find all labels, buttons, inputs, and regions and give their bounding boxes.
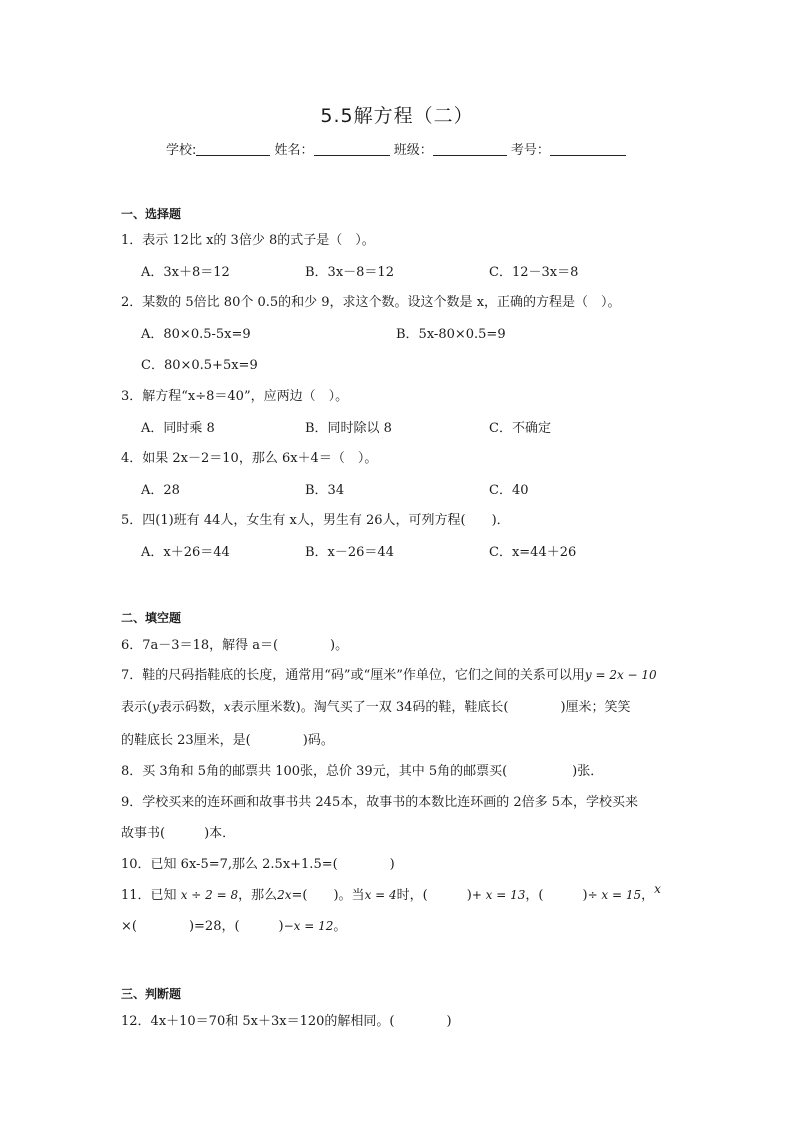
q3-option-a[interactable]: A．同时乘 8: [141, 421, 215, 436]
q7-line2-a: 表示(: [121, 700, 153, 715]
question-12: 12．4x＋10＝70和 5x＋3x＝120的解相同。( ): [121, 1014, 452, 1029]
q7-line2-c: 表示厘米数)。淘气买了一双 34码的鞋，鞋底长( )厘米；笑笑: [230, 700, 631, 715]
question-10: 10．已知 6x-5=7,那么 2.5x+1.5=( ): [121, 857, 395, 872]
question-6: 6．7a－3＝18，解得 a＝( )。: [121, 638, 349, 653]
q4-option-b[interactable]: B．34: [305, 483, 345, 498]
question-8: 8．买 3角和 5角的邮票共 100张，总价 39元，其中 5角的邮票买( )张．: [121, 764, 604, 779]
q11-math-4: + x = 13: [471, 888, 526, 902]
q11-text-h: 。: [333, 919, 347, 934]
question-1: 1．表示 12比 x的 3倍少 8的式子是（ ）。: [121, 233, 375, 248]
q11-text-a: 11．已知: [121, 888, 177, 903]
q11-text-b: ，那么: [238, 888, 278, 903]
question-5: 5．四(1)班有 44人，女生有 x人，男生有 26人，可列方程( )．: [121, 513, 510, 528]
name-blank[interactable]: [314, 142, 390, 156]
q1-option-a[interactable]: A．3x＋8＝12: [141, 265, 230, 280]
q11-math-6: x: [654, 882, 661, 896]
question-9-line1: 9．学校买来的连环画和故事书共 245本，故事书的本数比连环画的 2倍多 5本，学校买来: [121, 795, 639, 810]
school-blank[interactable]: [196, 142, 270, 156]
q11-text-c: =( )。当: [291, 888, 365, 903]
q1-option-c[interactable]: C．12－3x＝8: [489, 265, 579, 280]
section-heading-choice: 一、选择题: [121, 207, 182, 221]
q5-option-b[interactable]: B．x－26＝44: [305, 545, 394, 560]
q5-option-c[interactable]: C．x=44＋26: [489, 545, 577, 560]
student-info-row: [166, 139, 626, 158]
question-4: 4．如果 2x－2＝10，那么 6x＋4＝（ ）。: [121, 451, 378, 466]
q11-text-e: ，( ): [525, 888, 588, 903]
section-heading-fill: 二、填空题: [121, 611, 182, 625]
q11-text-f: ，: [641, 888, 655, 903]
q11-text-g: ×( )=28，( ): [121, 919, 284, 934]
q7-line1: 7．鞋的尺码指鞋底的长度，通常用“码”或“厘米”作单位，它们之间的关系可以用: [121, 668, 585, 683]
class-label: 班级：: [393, 143, 433, 158]
q2-option-a[interactable]: A．80×0.5-5x=9: [141, 327, 251, 342]
class-blank[interactable]: [433, 142, 507, 156]
id-label: 考号：: [510, 143, 550, 158]
question-3: 3．解方程“x÷8＝40”，应两边（ ）。: [121, 389, 349, 404]
q7-var-y: y: [152, 700, 159, 714]
q11-math-1: x ÷ 2 = 8: [180, 888, 239, 902]
q7-line3: 的鞋底长 23厘米，是( )码。: [121, 733, 334, 748]
name-label: 姓名：: [274, 143, 314, 158]
q11-math-2: 2x: [277, 888, 292, 902]
q11-math-7: −x = 12: [283, 919, 334, 933]
q7-line2-b: 表示码数，: [158, 700, 224, 715]
page-title: 5.5解方程（二）: [320, 105, 474, 127]
q7-equation: y = 2x − 10: [584, 668, 657, 682]
q4-option-c[interactable]: C．40: [489, 483, 529, 498]
q3-option-b[interactable]: B．同时除以 8: [305, 421, 392, 436]
q4-option-a[interactable]: A．28: [141, 483, 180, 498]
q2-option-b[interactable]: B．5x-80×0.5=9: [396, 327, 506, 342]
question-2: 2．某数的 5倍比 80个 0.5的和少 9，求这个数。设这个数是 x，正确的方程是（ ）。: [121, 295, 621, 310]
section-heading-judge: 三、判断题: [121, 987, 182, 1001]
q5-option-a[interactable]: A．x＋26＝44: [141, 545, 230, 560]
question-9-line2: 故事书( )本．: [121, 826, 236, 841]
q2-option-c[interactable]: C．80×0.5+5x=9: [141, 358, 258, 373]
q11-text-d: 时，( ): [396, 888, 472, 903]
q3-option-c[interactable]: C．不确定: [489, 421, 551, 436]
question-11-line2: [121, 915, 346, 934]
question-11-line1: [121, 884, 661, 903]
q11-math-5: ÷ x = 15: [587, 888, 642, 902]
q1-option-b[interactable]: B．3x－8＝12: [305, 265, 394, 280]
id-blank[interactable]: [550, 142, 626, 156]
school-label: 学校:: [166, 143, 197, 158]
q11-math-3: x = 4: [364, 888, 397, 902]
q7-var-x: x: [223, 700, 231, 714]
